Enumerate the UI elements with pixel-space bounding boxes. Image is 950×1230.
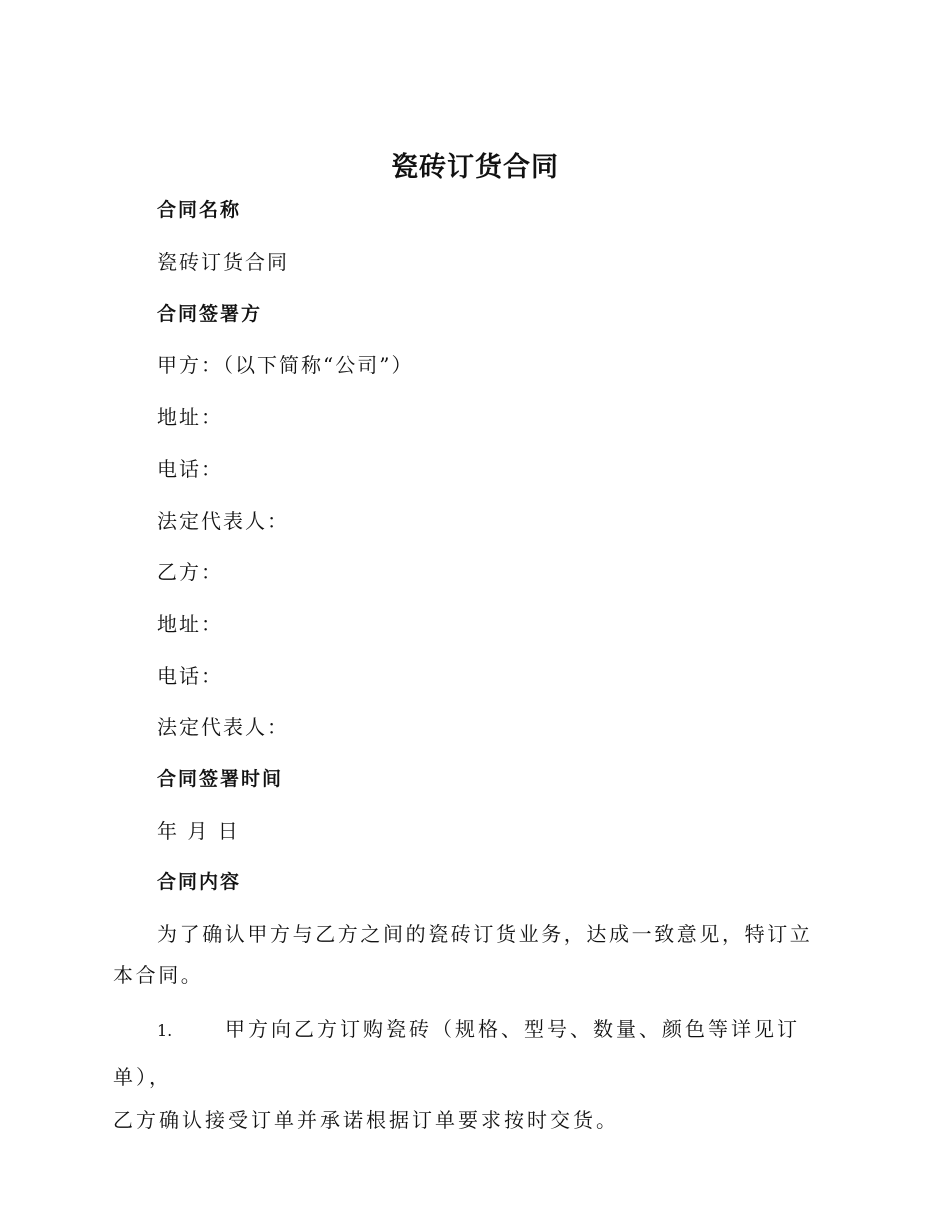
party-b-phone: 电话： <box>157 664 223 688</box>
contract-name-heading: 合同名称 <box>157 199 242 221</box>
party-b-representative: 法定代表人： <box>157 715 289 739</box>
party-a-representative: 法定代表人： <box>157 509 289 533</box>
signing-time-value: 年 月 日 <box>157 819 240 843</box>
document-title: 瓷砖订货合同 <box>391 152 559 183</box>
clause-1-number: 1. <box>157 1021 173 1040</box>
party-b-line: 乙方： <box>157 560 223 584</box>
contract-content-heading: 合同内容 <box>157 871 242 893</box>
clause-1 <box>113 1006 833 1140</box>
party-a-phone: 电话： <box>157 457 223 481</box>
party-a-address: 地址： <box>157 405 223 429</box>
party-a-line: 甲方：（以下简称“公司”） <box>157 353 414 377</box>
contract-intro-paragraph: 为了确认甲方与乙方之间的瓷砖订货业务，达成一致意见，特订立本合同。 <box>113 922 813 987</box>
clause-1-line-1 <box>113 1006 833 1100</box>
signing-time-heading: 合同签署时间 <box>157 768 284 790</box>
party-b-address: 地址： <box>157 612 223 636</box>
contract-name-value: 瓷砖订货合同 <box>157 250 289 274</box>
parties-heading: 合同签署方 <box>157 303 263 325</box>
clause-1-text-line-2: 乙方确认接受订单并承诺根据订单要求按时交货。 <box>113 1108 619 1132</box>
clause-1-text-line-1: 甲方向乙方订购瓷砖（规格、型号、数量、颜色等详见订单）， <box>113 1017 800 1089</box>
